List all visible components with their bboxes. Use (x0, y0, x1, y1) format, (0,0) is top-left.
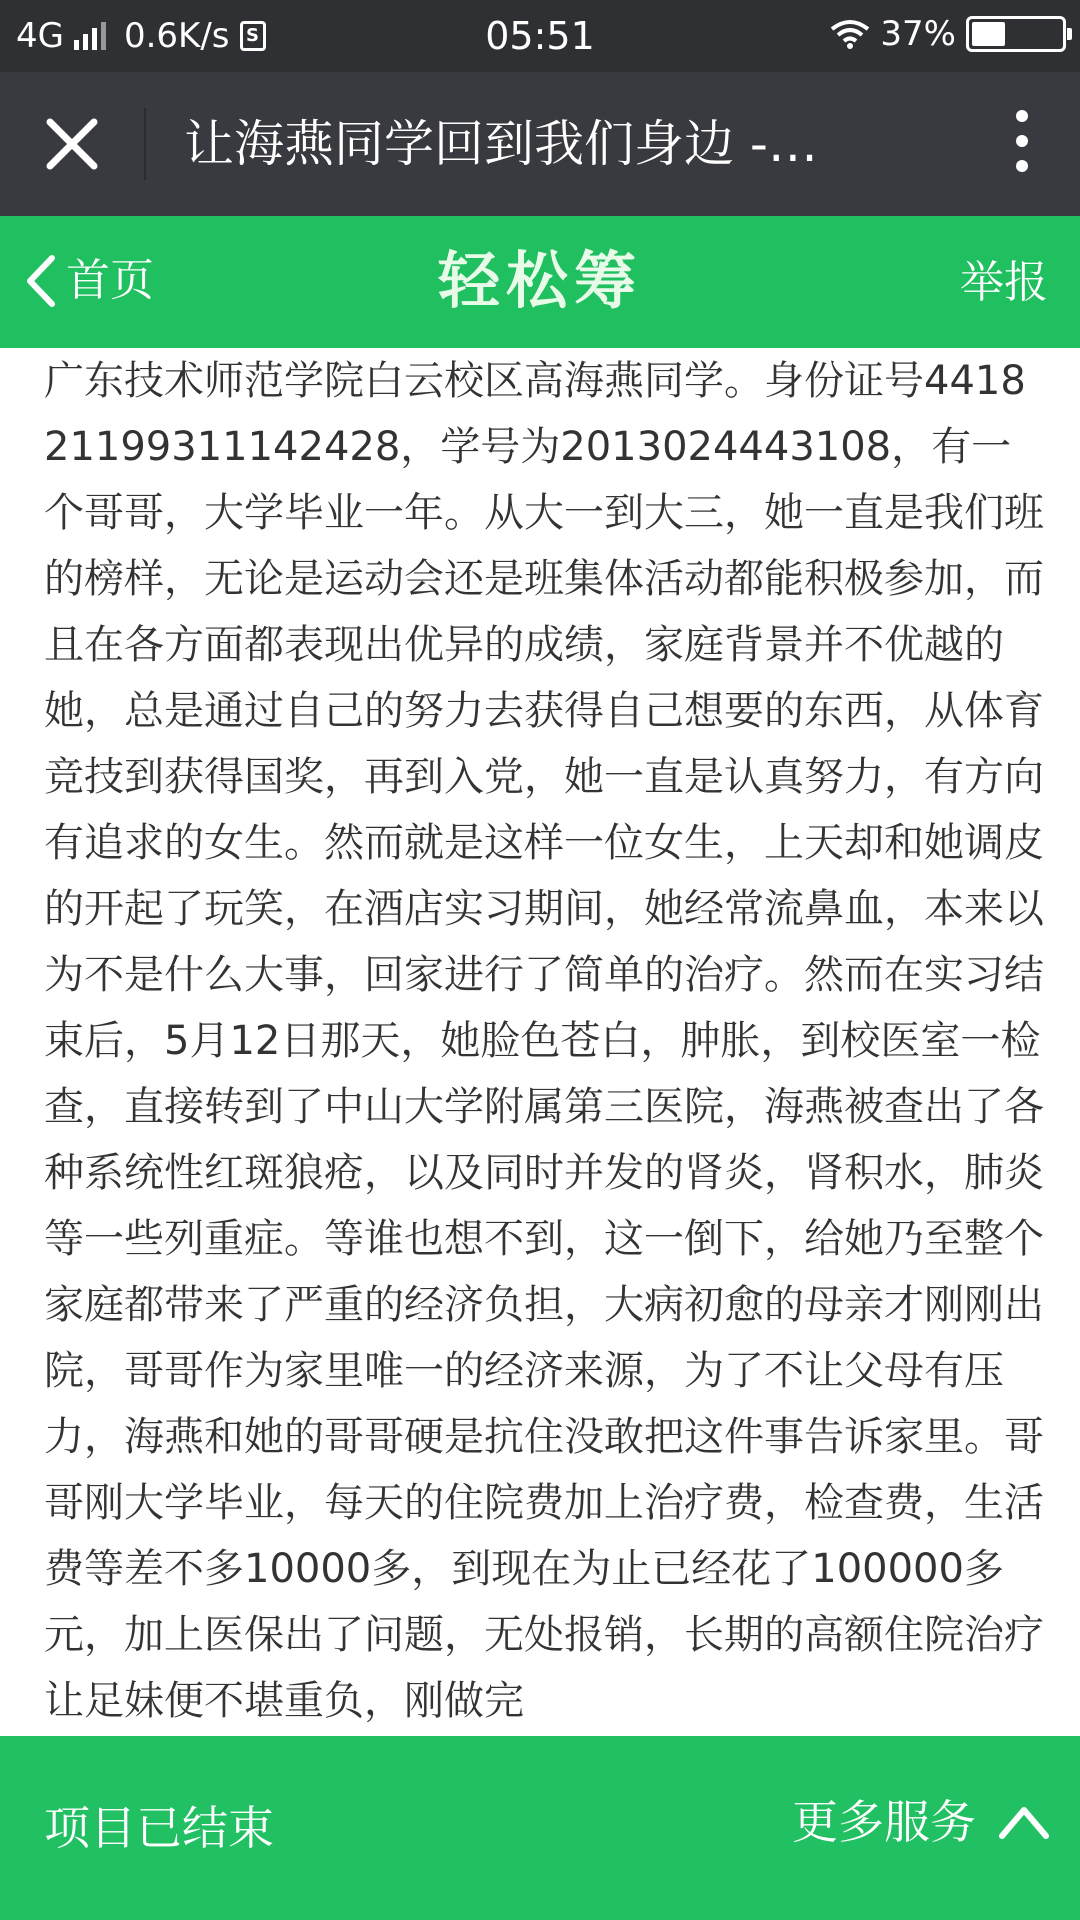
battery-percent: 37% (880, 14, 956, 54)
sim-icon: S (240, 21, 266, 51)
title-divider (144, 108, 146, 180)
back-label: 首页 (66, 255, 154, 306)
site-header (0, 216, 1080, 348)
close-icon (30, 102, 114, 186)
more-menu-button[interactable] (1004, 110, 1040, 180)
bottom-bar (0, 1736, 1080, 1920)
close-button[interactable] (30, 102, 114, 186)
network-speed: 0.6K/s (123, 16, 230, 56)
more-vertical-icon (1004, 110, 1040, 172)
status-right (830, 14, 1066, 54)
report-link[interactable]: 举报 (960, 257, 1048, 308)
article-text: 广东技术师范学院白云校区高海燕同学。身份证号441821199311142428，学号为2013024443108，有一个哥哥，大学毕业一年。从大一到大三，她一直是我们班的榜样，无论是运动会还是班集体活动都能积极参加，而且在各方面都表现出优异的成绩，家庭背景并不优越的她，总是通过自己的努力去获得自己想要的东西，从体育竞技到获得国奖，再到入党，她一直是认真努力，有方向有追求的女生。然而就是这样一位女生，上天却和她调皮的开起了玩笑，在酒店实习期间，她经常流鼻血，本来以为不是什么大事，回家进行了简单的治疗。然而在实习结束后，5月12日那天，她脸色苍白，肿胀，到校医室一检查，直接转到了中山大学附属第三医院，海燕被查出了各种系统性红斑狼疮，以及同时并发的肾炎，肾积水，肺炎等一些列重症。等谁也想不到，这一倒下，给她乃至整个家庭都带来了严重的经济负担，大病初愈的母亲才刚刚出院，哥哥作为家里唯一的经济来源，为了不让父母有压力，海燕和她的哥哥硬是抗住没敢把这件事告诉家里。哥哥刚大学毕业，每天的住院费加上治疗费，检查费，生活费等差不多10000多，到现在为止已经花了100000多元，加上医保出了问题，无处报销，长期的高额住院治疗让足妹便不堪重负，刚做完 (44, 358, 1044, 1724)
page-title: 让海燕同学回到我们身边 -… (184, 116, 818, 172)
article-container[interactable] (44, 348, 1044, 1736)
battery-icon (966, 16, 1066, 52)
chevron-up-icon (998, 1802, 1050, 1842)
webview-title-bar (0, 72, 1080, 216)
status-bar (0, 0, 1080, 72)
more-services-button[interactable] (792, 1792, 1050, 1852)
brand-logo: 轻松筹 (437, 244, 642, 317)
clock: 05:51 (485, 14, 595, 58)
project-status: 项目已结束 (44, 1801, 274, 1855)
network-type: 4G (16, 16, 64, 56)
wifi-icon (830, 19, 870, 49)
more-services-label: 更多服务 (792, 1795, 976, 1849)
